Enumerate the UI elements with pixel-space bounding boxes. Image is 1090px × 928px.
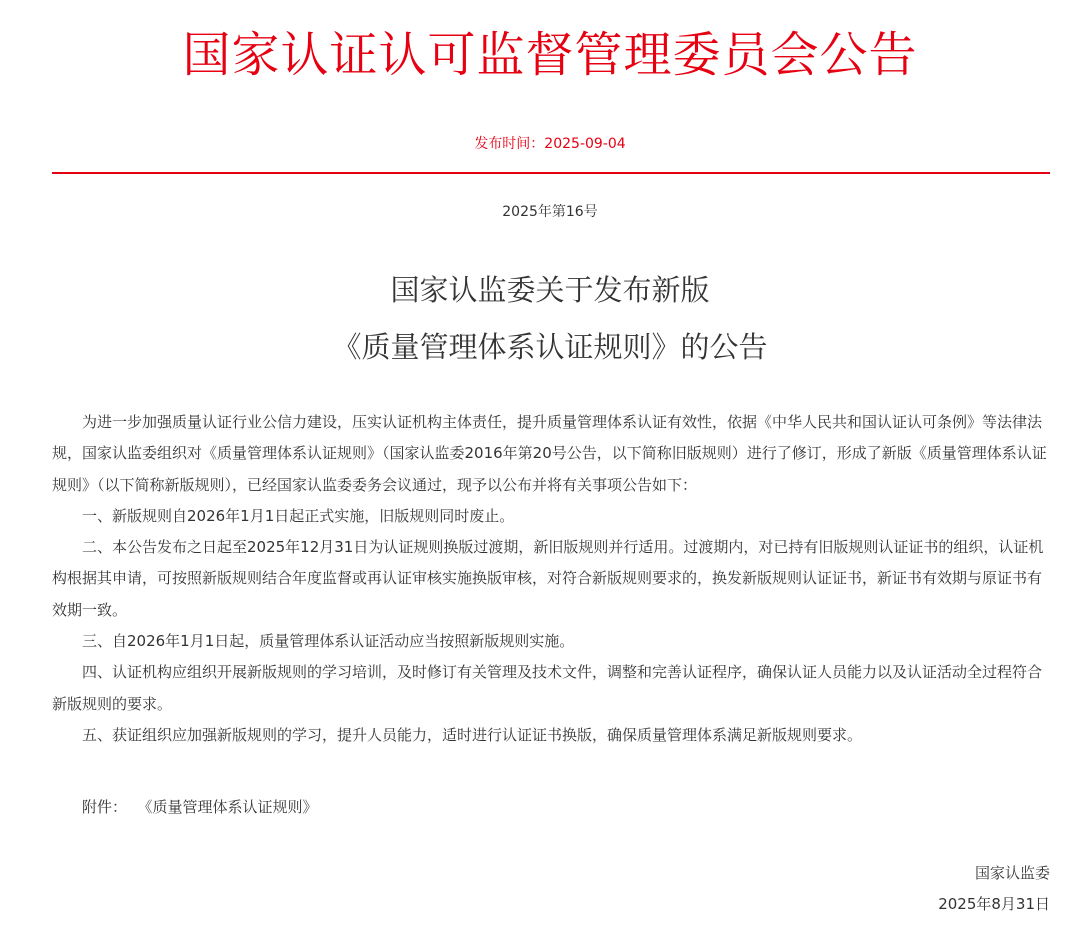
signature-org: 国家认监委	[974, 864, 1050, 882]
paragraph-item-4: 四、认证机构应组织开展新版规则的学习培训，及时修订有关管理及技术文件，调整和完善认证程序，确保认证人员能力以及认证活动全过程符合新版规则的要求。	[52, 663, 1043, 713]
signature-date: 2025年8月31日	[938, 895, 1050, 913]
signature-block	[938, 858, 1050, 920]
document-number: 2025年第16号	[502, 204, 598, 220]
masthead-title: 国家认证认可监督管理委员会公告	[182, 27, 918, 83]
paragraph-item-1: 一、新版规则自2026年1月1日起正式实施，旧版规则同时废止。	[82, 506, 515, 525]
header-divider	[52, 172, 1050, 174]
document-body	[52, 407, 1050, 751]
attachment-link[interactable]: 《质量管理体系认证规则》	[145, 798, 318, 816]
paragraph-item-2: 二、本公告发布之日起至2025年12月31日为认证规则换版过渡期，新旧版规则并行适用。过渡期内，对已持有旧版规则认证证书的组织，认证机构根据其申请，可按照新版规则结合年度监督或再认证审核实施换版审核，对符合新版规则要求的，换发新版规则认证证书，新证书有效期与原证书有效期一致。	[52, 538, 1044, 619]
attachment-label: 附件：	[82, 798, 128, 816]
publish-time: 发布时间：2025-09-04	[474, 136, 626, 152]
paragraph-item-5: 五、获证组织应加强新版规则的学习，提升人员能力，适时进行认证证书换版，确保质量管理体系满足新版规则要求。	[82, 725, 863, 744]
attachment-row	[82, 794, 318, 820]
document-title-line-1: 国家认监委关于发布新版	[390, 273, 710, 307]
document-title-line-2: 《质量管理体系认证规则》的公告	[332, 330, 768, 364]
paragraph-item-3: 三、自2026年1月1日起，质量管理体系认证活动应当按照新版规则实施。	[82, 632, 575, 651]
paragraph-intro: 为进一步加强质量认证行业公信力建设，压实认证机构主体责任，提升质量管理体系认证有效性，依据《中华人民共和国认证认可条例》等法律法规，国家认监委组织对《质量管理体系认证规则》（国家认监委2016年第20号公告，以下简称旧版规则）进行了修订，形成了新版《质量管理体系认证规则》（以下简称新版规则），已经国家认监委委务会议通过，现予以公布并将有关事项公告如下：	[52, 413, 1047, 494]
